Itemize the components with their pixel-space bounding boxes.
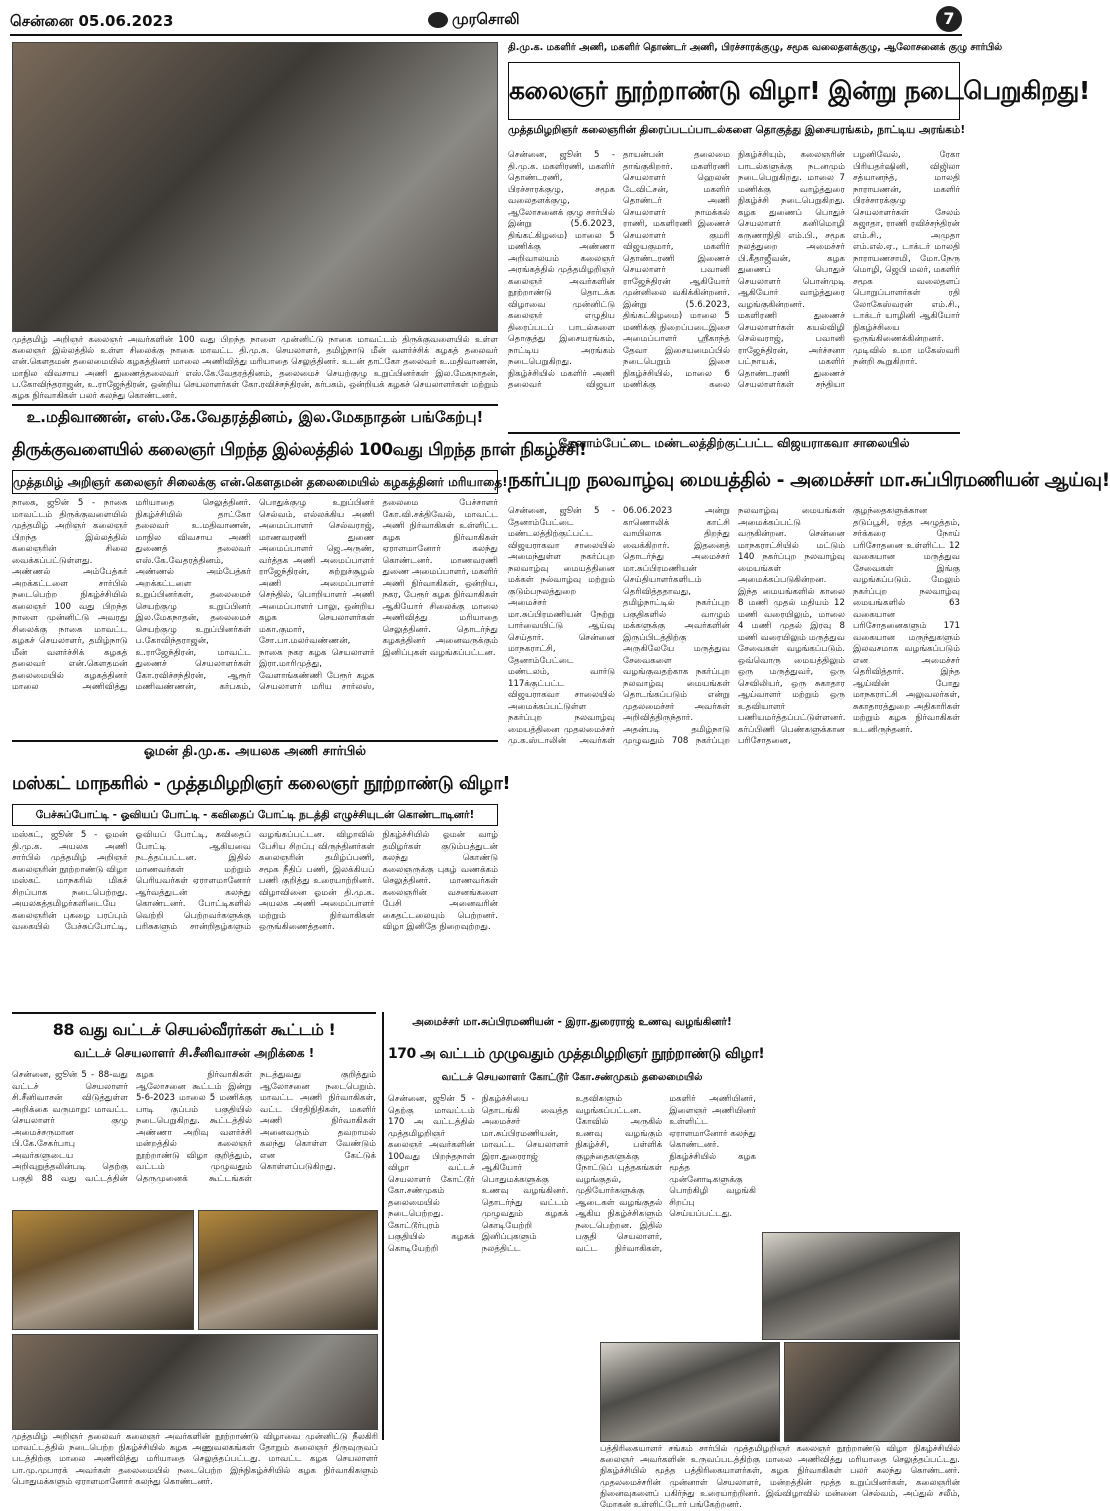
masthead <box>10 6 962 36</box>
story6-subhead: வட்டச் செயலாளர் கோட்டூர் கோ.சண்முகம் தலைமையில் <box>441 1072 703 1083</box>
divider <box>12 404 498 406</box>
story4-kicker: ஓமன் தி.மு.க. அயலக அணி சார்பில் <box>143 744 367 759</box>
story1-photo-caption: முத்தமிழ் அறிஞர் கலைஞர் அவர்களின் 100 வது பிறந்த நாளை முன்னிட்டு நாகை மாவட்டம் திருக்குவளையில் உள்ள கலைஞர் இல்லத்தில் உள்ள சிலைக்கு நாகை மாவட்ட தி.மு.க. செயலாளர், தமிழ்நாடு மீன் வளர்ச்சிக் கழகத் தலைவர் என்.கௌதமன் தலைமையில் கழகத்தினர் மாலை அணிவித்து மரியாதை செலுத்தினர். உடன் தாட்கோ தலைவர் உ.மதிவாணன், மாநில விவசாய அணி துணைத்தலைவர் எஸ்.கே.வேதரத்தினம், தலைமைச் செயற்குழு உறுப்பினர்கள் இல.மேகநாதன், ப.கோவிந்தராஜன், உ.ராஜேந்திரன், ஒன்றிய செயலாளர்கள் கோ.ரவிச்சந்திரன், கர்பகம், ஒன்றியக் கழகச் செயலாளர்கள் மற்றும் கழக நிர்வாகிகள் பலர் கலந்து கொண்டனர். <box>12 335 498 402</box>
story3-photo-small <box>762 1232 960 1340</box>
press-photo-2 <box>784 1342 960 1442</box>
nilgiris-photo-3 <box>12 1334 378 1430</box>
story2-headline: கலைஞர் நூற்றாண்டு விழா! இன்று நடைபெறுகிறது! <box>508 62 960 120</box>
story2-body: சென்னை, ஜூன் 5 - தி.மு.க. மகளிரணி, மகளிர் தொண்டரணி, பிரச்சாரக்குழு, சமூக வலைதளக்குழு, ஆலோசனைக் குழு சார்பில் இன்று (5.6.2023, திங்கட்கிழமை) மாலை 5 மணிக்கு அண்ணா அறிவாலயம் கலைஞர் அரங்கத்தில் முத்தமிழறிஞர் கலைஞர் அவர்களின் நூற்றாண்டு தொடக்க விழாவை முன்னிட்டு கலைஞர் எழுதிய திரைப்படப் பாடல்களை தொகுத்து இசையரங்கம், நாட்டிய அரங்கம் நடைபெறுகிறது. நிகழ்ச்சியில் மகளிர் அணி தலைவர் விஜயா தாயன்பன் தலைமை தாங்குகிறார். மகளிரணி செயலாளர் ஹெலன் டேவிட்சன், மகளிர் தொண்டர் அணி செயலாளர் நாமக்கல் ராணி, மகளிரணி இணைச் செயலாளர் குமரி விஜயகுமார், மகளிர் தொண்டரணி இணைச் செயலாளர் பவானி ராஜேந்திரன் ஆகியோர் முன்னிலை வகிக்கின்றனர். இன்று (5.6.2023, திங்கட்கிழமை) மாலை 5 மணிக்கு நிறைப்படைஇசை அமைப்பாளர் ஸ்ரீகாந்த் தேவா இசையமைப்பில் நடைபெறும் இசை நிகழ்ச்சியில், மாலை 6 மணிக்கு கலை நிகழ்ச்சியும், கலைஞரின் பாடல்களுக்கு நடனமும் நடைபெறுகிறது. மாலை 7 மணிக்கு வாழ்த்துரை நிகழ்ச்சி நடைபெறுகிறது. கழக துணைப் பொதுச் செயலாளர் கனிமொழி கருணாநிதி எம்.பி., சமூக நலத்துறை அமைச்சர் பி.கீதாஜீவன், கழக துணைப் பொதுச் செயலாளர் பொன்முடி ஆகியோர் வாழ்த்துரை வழங்குகின்றனர். மகளிரணி துணைச் செயலாளர்கள் கயல்விழி செல்வராஜ், பவானி ராஜேந்திரன், அர்ச்சனா பட்நாயக், மகளிர் தொண்டரணி துணைச் செயலாளர்கள் சந்தியா பழனிவேல், ரேகா பிரியதர்ஷினி, விஜிலா சத்யானந்த், மாலதி நாராயணன், மகளிர் பிரச்சாரக்குழு செயலாளர்கள் சேலம் சுஜாதா, ராணி ரவிச்சந்திரன் எம்.சி., அமுதா எம்.எல்.ஏ., டாக்டர் மாலதி நாராயணசாமி, மோ.நேரு மொழி, ஜெபி மலர், மகளிர் சமூக வலைதளப் பொறுப்பாளர்கள் ரதி லோகேஸ்வரன் எம்.சி., டாக்டர் யாழினி ஆகியோர் நிகழ்ச்சியை ஒருங்கிணைக்கின்றனர். முடிவில் உமா மகேஸ்வரி நன்றி கூறுகிறார். <box>508 150 960 390</box>
press-caption: பத்திரிகையாளர் சங்கம் சார்பில் முத்தமிழறிஞர் கலைஞர் நூற்றாண்டு விழா நிகழ்ச்சியில் கலைஞர் அவர்களின் உருவப்படத்திற்கு மாலை அணிவித்து மரியாதை செலுத்தப்பட்டது. நிகழ்ச்சியில் மூத்த பத்திரிகையாளர்கள், கழக நிர்வாகிகள் பலர் கலந்து கொண்டனர். முதலமைச்சரின் முன்னாள் செயலாளர், மன்றத்தின் மூத்த உறுப்பினர்கள், கலைஞரின் நினைவுகளைப் பகிர்ந்து உரையாற்றினர். இவ்விழாவில் மன்னை செல்வம், அப்துல் சலீம், மோகன் உள்ளிட்டோர் பங்கேற்றனர். <box>600 1444 960 1511</box>
divider <box>508 432 960 434</box>
nilgiris-photo-2 <box>198 1210 378 1330</box>
story3-headline: நகர்ப்புற நலவாழ்வு மையத்தில் - அமைச்சர் மா.சுப்பிரமணியன் ஆய்வு! <box>508 469 1110 491</box>
story5-headline: 88 வது வட்டச் செயல்வீரர்கள் கூட்டம் ! <box>52 1020 336 1039</box>
story2-kicker: தி.மு.க. மகளிர் அணி, மகளிர் தொண்டர் அணி, பிரச்சாரக்குழு, சமூக வலைதளக்குழு, ஆலோசனைக் குழு சார்பில் <box>508 42 1003 53</box>
story1-byline: உ.மதிவாணன், எஸ்.கே.வேதரத்தினம், இல.மேகநாதன் பங்கேற்பு! <box>26 408 484 426</box>
logo-text: முரசொலி <box>452 10 520 28</box>
logo-emblem-icon <box>428 12 448 28</box>
divider <box>12 740 498 742</box>
story1-headline: திருக்குவளையில் கலைஞர் பிறந்த இல்லத்தில் 100வது பிறந்த நாள் நிகழ்ச்சி! <box>12 440 587 460</box>
story6-body: சென்னை, ஜூன் 5 - தெற்கு மாவட்டம் 170 அ வட்டத்தில் முத்தமிழறிஞர் கலைஞர் அவர்களின் 100வது பிறந்தநாள் விழா வட்டச் செயலாளர் கோட்டூர் கோ.சண்முகம் தலைமையில் நடைபெற்றது. கோட்டூர்புரம் பகுதியில் கழகக் கொடியேற்றி நிகழ்ச்சியை தொடங்கி வைத்த அமைச்சர் மா.சுப்பிரமணியன், மாவட்ட செயலாளர் இரா.துரைராஜ் ஆகியோர் பொதுமக்களுக்கு உணவு வழங்கினர். தொடர்ந்து வட்டம் முழுவதும் கழகக் கொடியேற்றி இனிப்புகளும் நலத்திட்ட உதவிகளும் வழங்கப்பட்டன. கோவில் அருகில் உணவு வழங்கும் நிகழ்ச்சி, பள்ளிக் குழந்தைகளுக்கு நோட்டுப் புத்தகங்கள் வழங்குதல், முதியோர்களுக்கு ஆடைகள் வழங்குதல் ஆகிய நிகழ்ச்சிகளும் நடைபெற்றன. இதில் பகுதி செயலாளர், வட்ட நிர்வாகிகள், மகளிர் அணியினர், இளைஞர் அணியினர் உள்ளிட்ட ஏராளமானோர் கலந்து கொண்டனர். நிகழ்ச்சியில் கழக மூத்த முன்னோடிகளுக்கு பொற்கிழி வழங்கி சிறப்பு செய்யப்பட்டது. <box>388 1094 756 1254</box>
nilgiris-photo-1 <box>12 1210 194 1330</box>
story4-subhead: பேச்சுப்போட்டி - ஓவியப் போட்டி - கவிதைப் போட்டி நடத்தி எழுச்சியுடன் கொண்டாடினர்! <box>12 804 498 826</box>
column-rule <box>382 1012 384 1440</box>
page-number: 7 <box>936 6 962 32</box>
story6-kicker: அமைச்சர் மா.சுப்பிரமணியன் - இரா.துரைராஜ் உணவு வழங்கினர்! <box>412 1016 732 1028</box>
story1-body: நாகை, ஜூன் 5 - நாகை மாவட்டம் திருக்குவளையில் முத்தமிழ் அறிஞர் கலைஞர் பிறந்த இல்லத்தில் கலைஞரின் சிலை வைக்கப்பட்டுள்ளது. அண்ணல் அம்பேத்கர் அறக்கட்டளை சார்பில் நடைபெற்ற நிகழ்ச்சியில் கலைஞர் 100 வது பிறந்த நாளை முன்னிட்டு அவரது சிலைக்கு நாகை மாவட்ட கழகச் செயலாளர், தமிழ்நாடு மீன் வளர்ச்சிக் கழகத் தலைவர் என்.கௌதமன் தலைமையில் கழகத்தினர் மாலை அணிவித்து மரியாதை செலுத்தினர். நிகழ்ச்சியில் தாட்கோ தலைவர் உ.மதிவாணன், மாநில விவசாய அணி துணைத் தலைவர் எஸ்.கே.வேதரத்தினம், அண்ணல் அம்பேத்கர் அறக்கட்டளை உறுப்பினர்கள், தலைமைச் செயற்குழு உறுப்பினர் இல.மேகநாதன், தலைமைச் செயற்குழு உறுப்பினர்கள் ப.கோவிந்தராஜன், உ.ராஜேந்திரன், மாவட்ட துணைச் செயலாளர்கள் கோ.ரவிச்சந்திரன், ஆரூர் மணிவண்ணன், கர்பகம், பொதுக்குழு உறுப்பினர் செல்வம், எல்லக்கிய அணி அமைப்பாளர் செல்வராஜ், மாணவரணி துணை அமைப்பாளர் ஜெ.அருண், வர்த்தக அணி அமைப்பாளர் ராஜேந்திரன், சுற்றுச்சூழல் அணி அமைப்பாளர் செந்தில், பொறியாளர் அணி அமைப்பாளர் பாலு, ஒன்றிய கழக செயலாளர்கள் மகா.குமார், சோ.பா.மலர்வண்ணன், நாகை நகர கழக செயலாளர் இரா.மாரிமுத்து, வேளாங்கண்ணி பேரூர் கழக செயலாளர் மரிய சார்லஸ், தலைமை பேச்சாளர் கோ.வி.சக்திவேல், மாவட்ட அணி நிர்வாகிகள் உள்ளிட்ட கழக நிர்வாகிகள் ஏராளமானோர் கலந்து கொண்டனர். மாணவரணி துணை அமைப்பாளர், மகளிர் அணி நிர்வாகிகள், ஒன்றிய, நகர, பேரூர் கழக நிர்வாகிகள் ஆகியோர் சிலைக்கு மாலை அணிவித்து மரியாதை செலுத்தினர். தொடர்ந்து கழகத்தினர் அனைவருக்கும் இனிப்புகள் வழங்கப்பட்டன. <box>12 498 498 692</box>
story4-headline: மஸ்கட் மாநகரில் - முத்தமிழறிஞர் கலைஞர் நூற்றாண்டு விழா! <box>12 773 511 794</box>
press-photo-1 <box>600 1342 780 1442</box>
story5-body: சென்னை, ஜூன் 5 - 88-வது வட்டச் செயலாளர் சி.சீனிவாசன் விடுத்துள்ள அறிக்கை வருமாறு: மாவட்ட செயலாளர் குழு அமைச்சருமான பி.கே.சேகர்பாபு அவர்களுடைய அறிவுறுத்தலின்படி தெற்கு பகுதி 88 வது வட்டத்தின் கழக நிர்வாகிகள் ஆலோசனை கூட்டம் இன்று 5-6-2023 மாலை 5 மணிக்கு பாடி குப்பம் பகுதியில் நடைபெறுகிறது. கூட்டத்தில் அண்ணா அறிவு வளர்ச்சி மன்றத்தில் கலைஞர் நூற்றாண்டு விழா குறித்தும், வட்டம் முழுவதும் தெருமுனைக் கூட்டங்கள் நடத்துவது குறித்தும் ஆலோசனை நடைபெறும். மாவட்ட அணி நிர்வாகிகள், வட்ட பிரதிநிதிகள், மகளிர் அணி நிர்வாகிகள் அனைவரும் தவறாமல் கலந்து கொள்ள வேண்டும் என கேட்டுக் கொள்ளப்படுகிறது. <box>12 1070 376 1184</box>
city-date: சென்னை 05.06.2023 <box>10 12 174 30</box>
story3-body: சென்னை, ஜூன் 5 - தேனாம்பேட்டை மண்டலத்திற்குட்பட்ட விஜயராகவா சாலையில் அமைந்துள்ள நகர்ப்புற நலவாழ்வு மையத்தினை மக்கள் நல்வாழ்வு மற்றும் குடும்பநலத்துறை அமைச்சர் மா.சுப்பிரமணியன் நேற்று பார்வையிட்டு ஆய்வு செய்தார். சென்னை மாநகராட்சி, தேனாம்பேட்டை மண்டலம், வார்டு 117க்குட்பட்ட விஜயராகவா சாலையில் அமைக்கப்பட்டுள்ள நகர்ப்புற நலவாழ்வு மையத்தினை முதலமைச்சர் மு.க.ஸ்டாலின் அவர்கள் 06.06.2023 அன்று காணொலிக் காட்சி வாயிலாக திறந்து வைக்கிறார். இதனைத் தொடர்ந்து அமைச்சர் மா.சுப்பிரமணியன் செய்தியாளர்களிடம் தெரிவித்ததாவது, தமிழ்நாட்டில் நகர்ப்புற பகுதிகளில் வாழும் மக்களுக்கு அவர்களின் இருப்பிடத்திற்கு அருகிலேயே மருத்துவ சேவைகளை வழங்குவதற்காக நகர்ப்புற நலவாழ்வு மையங்கள் தொடங்கப்படும் என்று முதலமைச்சர் அவர்கள் அறிவித்திருந்தார். அதன்படி தமிழ்நாடு முழுவதும் 708 நகர்ப்புற நலவாழ்வு மையங்கள் அமைக்கப்பட்டு வருகின்றன. சென்னை மாநகராட்சியில் மட்டும் 140 நகர்ப்புற நலவாழ்வு மையங்கள் அமைக்கப்படுகின்றன. இந்த மையங்களில் காலை 8 மணி முதல் மதியம் 12 மணி வரையிலும், மாலை 4 மணி முதல் இரவு 8 மணி வரையிலும் மருத்துவ சேவைகள் வழங்கப்படும். ஒவ்வொரு மையத்திலும் ஒரு மருத்துவர், ஒரு செவிலியர், ஒரு சுகாதார ஆய்வாளர் மற்றும் ஒரு உதவியாளர் பணியமர்த்தப்பட்டுள்ளனர். கர்ப்பிணி பெண்களுக்கான பரிசோதனை, குழந்தைகளுக்கான தடுப்பூசி, ரத்த அழுத்தம், சர்க்கரை நோய் பரிசோதனை உள்ளிட்ட 12 வகையான மருத்துவ சேவைகள் இங்கு வழங்கப்படும். மேலும் நகர்ப்புற நலவாழ்வு மையங்களில் 63 வகையான பரிசோதனைகளும் 171 வகையான மருந்துகளும் இலவசமாக வழங்கப்படும் என அமைச்சர் தெரிவித்தார். இந்த ஆய்வின் போது மாநகராட்சி அலுவலர்கள், சுகாதாரத்துறை அதிகாரிகள் மற்றும் கழக நிர்வாகிகள் உடனிருந்தனர். <box>508 506 960 746</box>
story1-photo <box>12 42 498 332</box>
divider <box>12 1012 376 1014</box>
newspaper-logo <box>428 10 520 30</box>
story4-body: மஸ்கட், ஜூன் 5 - ஓமன் தி.மு.க. அயலக அணி சார்பில் முத்தமிழ் அறிஞர் கலைஞரின் நூற்றாண்டு விழா மஸ்கட் மாநகரில் மிகச் சிறப்பாக நடைபெற்றது. அயலகத்தமிழர்களிடையே கலைஞரின் புகழை பரப்பும் வகையில் பேச்சுப்போட்டி, ஓவியப் போட்டி, கவிதைப் போட்டி ஆகியவை நடத்தப்பட்டன. இதில் மாணவர்கள் மற்றும் பெரியவர்கள் ஏராளமானோர் ஆர்வத்துடன் கலந்து கொண்டனர். போட்டிகளில் வெற்றி பெற்றவர்களுக்கு பரிசுகளும் சான்றிதழ்களும் வழங்கப்பட்டன. விழாவில் பேசிய சிறப்பு விருந்தினர்கள் கலைஞரின் தமிழ்ப்பணி, சமூக நீதிப் பணி, இலக்கியப் பணி குறித்து உரையாற்றினர். விழாவினை ஓமன் தி.மு.க. அயலக அணி அமைப்பாளர் மற்றும் நிர்வாகிகள் ஒருங்கிணைத்தனர். நிகழ்ச்சியில் ஓமன் வாழ் தமிழர்கள் குடும்பத்துடன் கலந்து கொண்டு கலைஞருக்கு புகழ் வணக்கம் செலுத்தினர். மாணவர்கள் கலைஞரின் வசனங்களை பேசி அனைவரின் கைதட்டலையும் பெற்றனர். விழா இனிதே நிறைவுற்றது. <box>12 830 498 932</box>
story5-subhead: வட்டச் செயலாளர் சி.சீனிவாசன் அறிக்கை ! <box>73 1046 315 1060</box>
story1-subhead: முத்தமிழ் அறிஞர் கலைஞர் சிலைக்கு என்.கௌதமன் தலைமையில் கழகத்தினர் மரியாதை! <box>12 470 498 494</box>
story6-headline: 170 அ வட்டம் முழுவதும் முத்தமிழறிஞர் நூற்றாண்டு விழா! <box>388 1046 765 1062</box>
story3-kicker: தேனாம்பேட்டை மண்டலத்திற்குட்பட்ட விஜயராகவா சாலையில் <box>558 436 910 450</box>
nilgiris-caption: முத்தமிழ் அறிஞர் தலைவர் கலைஞர் அவர்களின் நூற்றாண்டு விழாவை முன்னிட்டு நீலகிரி மாவட்டத்தில் நடைபெற்ற நிகழ்ச்சியில் கழக அணுவலகங்கள் தோறும் கலைஞர் திருவுருவப் படத்திற்கு மாலை அணிவித்து மரியாதை செலுத்தப்பட்டது. மாவட்ட கழக செயலாளர் பா.மு.முபாரக் அவர்கள் தலைமையில் நடைபெற்ற இந்நிகழ்ச்சியில் கழக நிர்வாகிகளும் பொதுமக்களும் ஏராளமானோர் கலந்து கொண்டனர். <box>12 1432 378 1487</box>
story2-subhead: முத்தமிழறிஞர் கலைஞரின் திரைப்படப்பாடல்களை தொகுத்து இசையரங்கம், நாட்டிய அரங்கம்! <box>508 124 966 136</box>
